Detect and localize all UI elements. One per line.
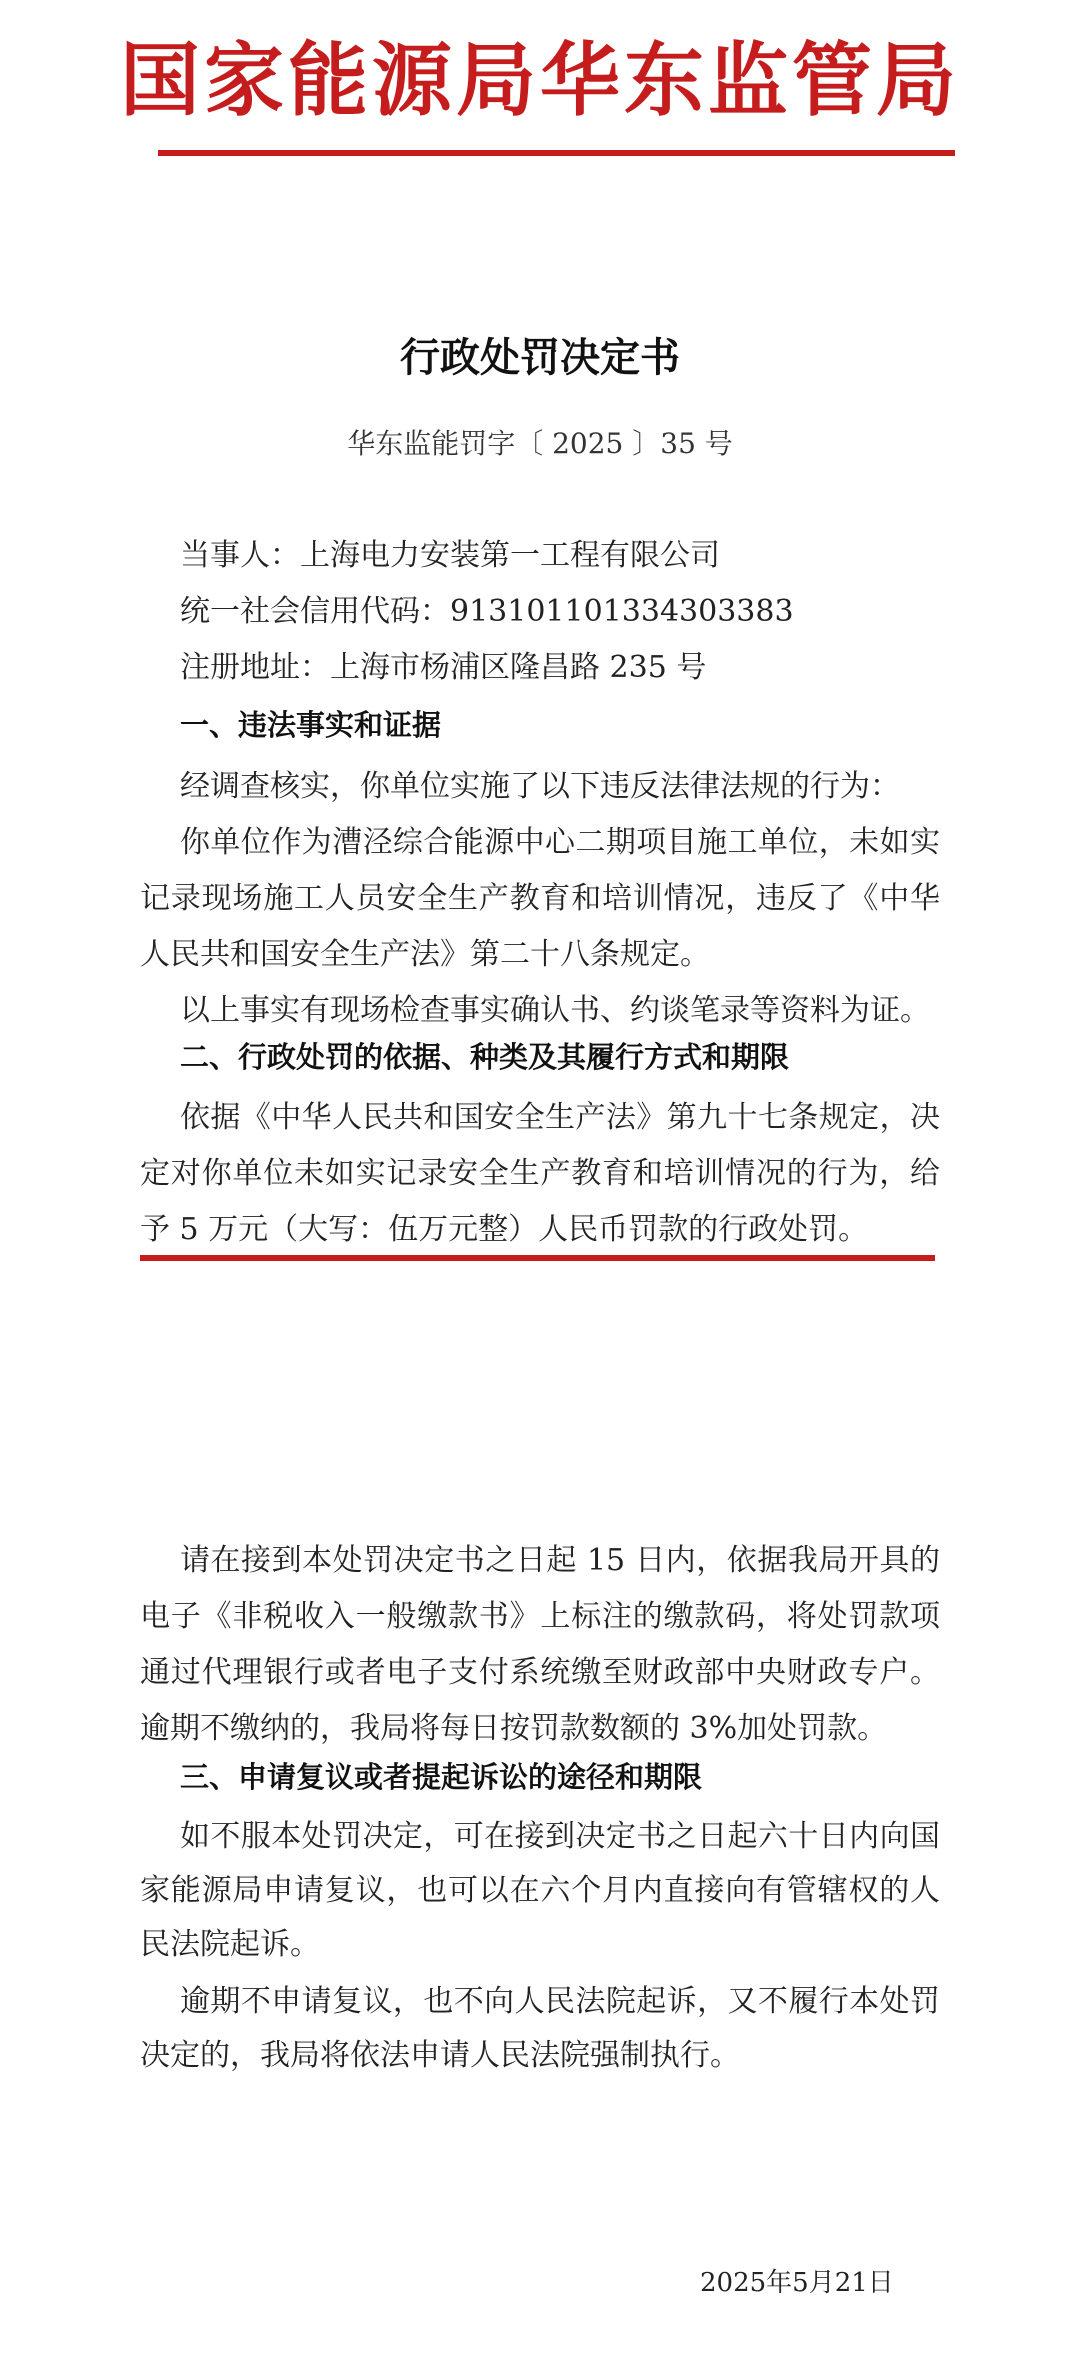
party-address: 注册地址：上海市杨浦区隆昌路 235 号 [180,650,707,685]
section2-paragraph-2: 请在接到本处罚决定书之日起 15 日内，依据我局开具的电子《非税收入一般缴款书》上标注的缴款码，将处罚款项通过代理银行或者电子支付系统缴至财政部中央财政专户。逾期不缴纳的，我局将每日按罚款数额的 3%加处罚款。 [140,1543,940,1746]
section2-heading: 二、行政处罚的依据、种类及其履行方式和期限 [180,1040,790,1074]
issue-date: 2025年5月21日 [700,2268,894,2298]
section1-paragraph-3: 以上事实有现场检查事实确认书、约谈笔录等资料为证。 [180,993,930,1028]
section1-heading: 一、违法事实和证据 [180,708,442,742]
section3-paragraph-2: 逾期不申请复议，也不向人民法院起诉，又不履行本处罚决定的，我局将依法申请人民法院强制执行。 [140,1984,940,2073]
section2-paragraph-1: 依据《中华人民共和国安全生产法》第九十七条规定，决定对你单位未如实记录安全生产教育和培训情况的行为，给予 5 万元（大写：伍万元整）人民币罚款的行政处罚。 [140,1100,940,1247]
page-divider [140,1255,935,1261]
section1-paragraph-2: 你单位作为漕泾综合能源中心二期项目施工单位，未如实记录现场施工人员安全生产教育和培训情况，违反了《中华人民共和国安全生产法》第二十八条规定。 [140,825,940,972]
document-number: 华东监能罚字〔 2025 〕35 号 [347,427,733,460]
party-name: 当事人：上海电力安装第一工程有限公司 [180,538,720,573]
party-credit-code: 统一社会信用代码：913101101334303383 [180,594,794,629]
issuer-header: 国家能源局华东监管局 [120,33,960,127]
header-rule [158,150,955,156]
document-title: 行政处罚决定书 [400,334,680,381]
section1-paragraph-1: 经调查核实，你单位实施了以下违反法律法规的行为： [180,769,900,804]
section3-heading: 三、申请复议或者提起诉讼的途径和期限 [180,1760,703,1794]
section3-paragraph-1: 如不服本处罚决定，可在接到决定书之日起六十日内向国家能源局申请复议，也可以在六个月内直接向有管辖权的人民法院起诉。 [140,1819,940,1962]
